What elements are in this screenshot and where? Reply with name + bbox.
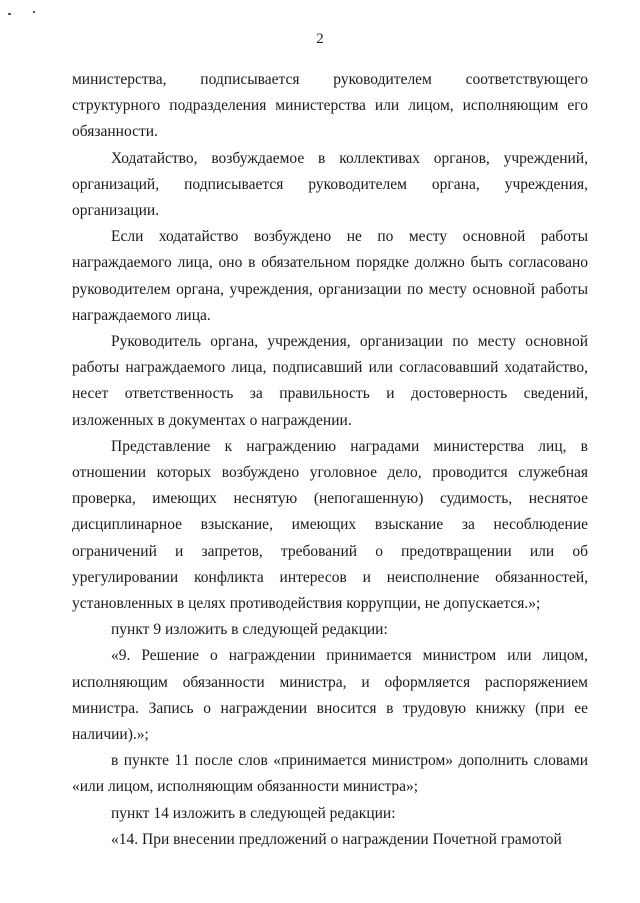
paragraph: пункт 9 изложить в следующей редакции: [111,621,388,639]
page-number: 2 [316,31,324,47]
paragraph: министерства, подписывается руководителем соответствующего структурного подразделения министерства или лицом, исполняющим его обязанности. [72,71,588,141]
paragraph: Руководитель органа, учреждения, организации по месту основной работы награждаемого лица, подписавший или согласовавший ходатайство, несет ответственность за правильность и достоверность сведений, изложенных в документах о награждении. [72,333,588,429]
paragraph: в пункте 11 после слов «принимается министром» дополнить словами «или лицом, исполняющим обязанности министра»; [72,752,588,796]
scan-artifact [8,13,11,15]
paragraph: Ходатайство, возбуждаемое в коллективах органов, учреждений, организаций, подписывается руководителем органа, учреждения, организации. [72,149,588,220]
paragraph: Представление к награждению наградами министерства лиц, в отношении которых возбуждено уголовное дело, проводится служебная проверка, имеющих неснятую (непогашенную) судимость, неснятое дисциплинарное взыскание, имеющих взыскание за несоблюдение ограничений и запретов, требований о предотвращении или об урегулировании конфликта интересов и неисполнение обязанностей, установленных в целях противодействия коррупции, не допускается.»; [72,437,588,613]
paragraph: «14. При внесении предложений о награждении Почетной грамотой [111,830,562,848]
document-body [72,67,588,853]
paragraph: пункт 14 изложить в следующей редакции: [111,804,396,822]
paragraph: «9. Решение о награждении принимается министром или лицом, исполняющим обязанности министра, и оформляется распоряжением министра. Запись о награждении вносится в трудовую книжку (при ее наличии).»; [72,647,588,744]
scan-artifact [33,11,35,13]
paragraph: Если ходатайство возбуждено не по месту основной работы награждаемого лица, оно в обязательном порядке должно быть согласовано руководителем органа, учреждения, организации по месту основной работы награждаемого лица. [72,228,588,324]
